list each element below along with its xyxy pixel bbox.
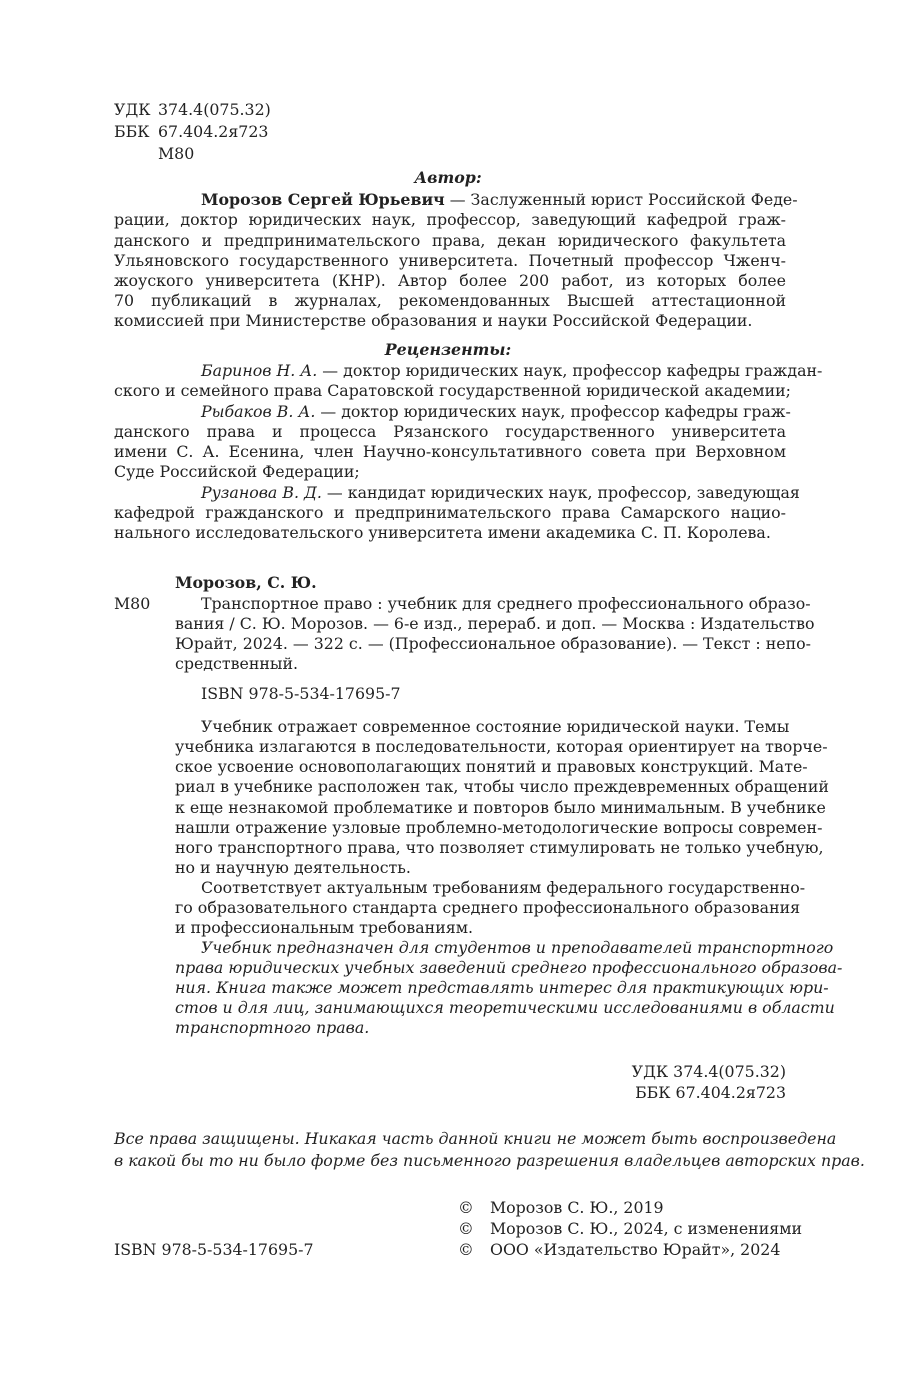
reviewer-3-line-3: нального исследовательского университета имени академика С. П. Королева. [114,523,771,542]
annotation-p2-line-2: го образовательного стандарта среднего профессионального образования [175,898,801,917]
reviewer-2-line-3: имени С. А. Есенина, член Научно-консультативного совета при Верховном [114,442,786,461]
udk-value: 374.4(075.32) [158,100,271,119]
author-heading: Автор: [414,168,482,187]
bbk-label: ББК [114,122,150,141]
author-line-7: комиссией при Министерстве образования и науки Российской Федерации. [114,311,753,330]
annotation-p2-line-1: Соответствует актуальным требованиям федерального государственно- [201,878,806,897]
reviewer-2-line-4: Суде Российской Федерации; [114,462,360,481]
annotation-p2-line-3: и профессиональным требованиям. [175,918,474,937]
copyright-icon: © [458,1198,474,1217]
bibliographic-line-3: Юрайт, 2024. — 322 с. — (Профессиональное образование). — Текст : непо- [175,634,812,653]
reviewer-2-line-1: Рыбаков В. А. — доктор юридических наук, профессор кафедры граж- [201,402,791,421]
annotation-p1-line-8: но и научную деятельность. [175,858,411,877]
bibliographic-line-4: средственный. [175,654,299,673]
reviewer-2-line-2: данского права и процесса Рязанского государственного университета [114,422,786,441]
reviewer-2-name: Рыбаков В. А. [201,402,316,421]
bottom-bbk: ББК 67.404.2я723 [635,1083,786,1102]
author-name: Морозов Сергей Юрьевич [201,190,445,209]
annotation-p3-line-2: права юридических учебных заведений среднего профессионального образова- [175,958,843,977]
reviewer-3-name: Рузанова В. Д. [201,483,322,502]
annotation-p3-line-4: стов и для лиц, занимающихся теоретическими исследованиями в области [175,998,835,1017]
author-line-2: рации, доктор юридических наук, профессор, заведующий кафедрой граж- [114,210,786,229]
bibliographic-line-2: вания / С. Ю. Морозов. — 6-е изд., перераб. и доп. — Москва : Издательство [175,614,815,633]
reviewer-1-name: Баринов Н. А. [201,361,318,380]
author-line-4: Ульяновского государственного университета. Почетный профессор Чженч- [114,251,786,270]
copyright-icon: © [458,1240,474,1259]
copyright-1: © Морозов С. Ю., 2019 [458,1198,664,1217]
bibliographic-isbn: ISBN 978-5-534-17695-7 [201,684,401,703]
rights-line-1: Все права защищены. Никакая часть данной книги не может быть воспроизведена [114,1129,837,1148]
annotation-p1-line-5: к еще незнакомой проблематике и повторов было минимальным. В учебнике [175,798,826,817]
copyright-3: © ООО «Издательство Юрайт», 2024 [458,1240,781,1259]
bibliographic-heading: Морозов, С. Ю. [175,573,317,592]
annotation-p1-line-4: риал в учебнике расположен так, чтобы число преждевременных обращений [175,777,829,796]
reviewers-heading: Рецензенты: [384,340,512,359]
annotation-p1-line-2: учебника излагаются в последовательности, которая ориентирует на творче- [175,737,828,756]
bbk-line [114,122,268,141]
rights-line-2: в какой бы то ни было форме без письменного разрешения владельцев авторских прав. [114,1151,865,1170]
copyright-2: © Морозов С. Ю., 2024, с изменениями [458,1219,803,1238]
author-line-6: 70 публикаций в журналах, рекомендованных Высшей аттестационной [114,291,786,310]
bbk-value: 67.404.2я723 [158,122,269,141]
reviewer-1-line-1: Баринов Н. А. — доктор юридических наук, профессор кафедры граждан- [201,361,823,380]
annotation-p1-line-1: Учебник отражает современное состояние юридической науки. Темы [201,717,790,736]
author-line-5: жоуского университета (КНР). Автор более 200 работ, из которых более [114,271,786,290]
reviewer-3-line-2: кафедрой гражданского и предпринимательского права Самарского нацио- [114,503,786,522]
reviewer-1-line-2: ского и семейного права Саратовской государственной юридической академии; [114,381,791,400]
annotation-p3-line-1: Учебник предназначен для студентов и преподавателей транспортного [201,938,834,957]
copyright-icon: © [458,1219,474,1238]
annotation-p3-line-3: ния. Книга также может представлять интерес для практикующих юри- [175,978,829,997]
udk-line [114,100,271,119]
annotation-p1-line-3: ское усвоение основополагающих понятий и правовых конструкций. Мате- [175,757,808,776]
annotation-p1-line-7: ного транспортного права, что позволяет стимулировать не только учебную, [175,838,824,857]
footer-isbn: ISBN 978-5-534-17695-7 [114,1240,314,1259]
bibliographic-line-1: Транспортное право : учебник для среднего профессионального образо- [201,594,811,613]
udk-label: УДК [114,100,151,119]
bibliographic-mark: М80 [114,594,151,613]
bottom-udk: УДК 374.4(075.32) [631,1062,786,1081]
annotation-p3-line-5: транспортного права. [175,1018,370,1037]
annotation-p1-line-6: нашли отражение узловые проблемно-методологические вопросы современ- [175,818,823,837]
author-line-1: Морозов Сергей Юрьевич — Заслуженный юрист Российской Феде- [201,190,798,209]
reviewer-3-line-1: Рузанова В. Д. — кандидат юридических наук, профессор, заведующая [201,483,800,502]
author-mark: М80 [158,144,195,163]
author-line-3: данского и предпринимательского права, декан юридического факультета [114,231,786,250]
